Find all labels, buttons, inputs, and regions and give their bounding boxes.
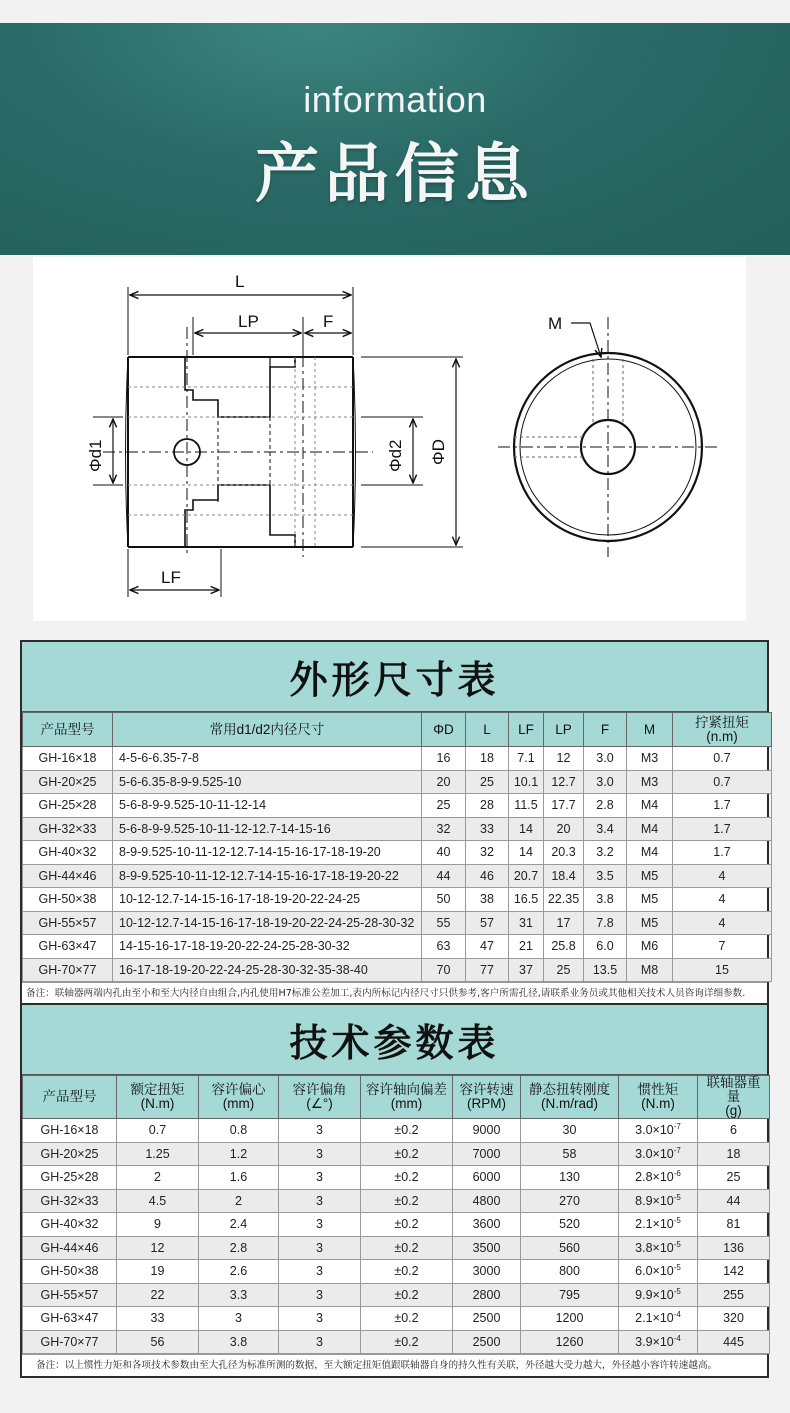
table-row — [23, 1307, 770, 1331]
table-cell — [619, 1142, 698, 1166]
inertia-mantissa: 3.9×10 — [635, 1334, 674, 1349]
table-cell: 16 — [422, 747, 466, 771]
table-cell: 3 — [279, 1213, 361, 1237]
column-header — [23, 713, 113, 747]
table-cell: 4800 — [453, 1189, 521, 1213]
column-header — [627, 713, 673, 747]
table-cell: GH-25×28 — [23, 794, 113, 818]
inertia-mantissa: 2.1×10 — [635, 1311, 674, 1326]
column-header-line: 额定扭矩 — [130, 1082, 185, 1097]
column-header-line: 惯性矩 — [637, 1082, 679, 1097]
column-header-line: 容许转速 — [459, 1082, 514, 1097]
table-cell — [619, 1189, 698, 1213]
column-header — [23, 1076, 117, 1119]
column-header — [673, 713, 772, 747]
table-cell: 2500 — [453, 1307, 521, 1331]
table-cell: 12.7 — [544, 770, 584, 794]
table-cell: 445 — [698, 1330, 770, 1354]
column-header-line: (g) — [725, 1103, 742, 1118]
table-cell: 5-6-8-9-9.525-10-11-12-12.7-14-15-16 — [113, 817, 422, 841]
table-cell — [619, 1283, 698, 1307]
inertia-exponent: -7 — [673, 1122, 681, 1132]
table-cell: 1200 — [521, 1307, 619, 1331]
table-cell: 3.2 — [584, 841, 627, 865]
column-header-line: (N.m) — [641, 1096, 675, 1111]
dimensions-table — [20, 640, 769, 1006]
dim-label-F: F — [323, 312, 334, 331]
table-cell: ±0.2 — [361, 1236, 453, 1260]
table-cell: 17.7 — [544, 794, 584, 818]
column-header-line: (mm) — [222, 1096, 255, 1111]
table-cell: 130 — [521, 1166, 619, 1190]
table-cell: M4 — [627, 841, 673, 865]
inertia-exponent: -4 — [673, 1310, 681, 1320]
table-cell: 10-12-12.7-14-15-16-17-18-19-20-22-24-25-28-30-32 — [113, 911, 422, 935]
table-cell: 7000 — [453, 1142, 521, 1166]
column-header-line: F — [600, 721, 610, 737]
inertia-mantissa: 8.9×10 — [635, 1193, 674, 1208]
table-cell: 77 — [466, 958, 509, 982]
table-cell: 3 — [279, 1236, 361, 1260]
table-cell: 3600 — [453, 1213, 521, 1237]
table-cell: 3.8 — [584, 888, 627, 912]
inertia-mantissa: 3.0×10 — [635, 1146, 674, 1161]
column-header-line: L — [483, 721, 491, 737]
column-header-line: 产品型号 — [40, 721, 95, 737]
table-cell: 25 — [422, 794, 466, 818]
table-cell: GH-44×46 — [23, 864, 113, 888]
table-cell: 7.1 — [509, 747, 544, 771]
table-cell: 5-6-6.35-8-9-9.525-10 — [113, 770, 422, 794]
column-header — [199, 1076, 279, 1119]
table-cell — [619, 1119, 698, 1143]
table-row — [23, 770, 772, 794]
table-cell: 10.1 — [509, 770, 544, 794]
table-cell: 6 — [698, 1119, 770, 1143]
inertia-mantissa: 6.0×10 — [635, 1264, 674, 1279]
table-cell: 33 — [466, 817, 509, 841]
table-cell: 9 — [117, 1213, 199, 1237]
inertia-exponent: -5 — [673, 1216, 681, 1226]
column-header-line: 产品型号 — [42, 1089, 97, 1104]
inertia-exponent: -7 — [673, 1145, 681, 1155]
table-cell: 25 — [544, 958, 584, 982]
table-cell: 70 — [422, 958, 466, 982]
table-cell: GH-50×38 — [23, 1260, 117, 1284]
table-cell: 142 — [698, 1260, 770, 1284]
inertia-exponent: -5 — [673, 1263, 681, 1273]
table-cell: 3.5 — [584, 864, 627, 888]
table-cell: 560 — [521, 1236, 619, 1260]
dim-label-LP: LP — [238, 312, 259, 331]
column-header — [509, 713, 544, 747]
table-row — [23, 1283, 770, 1307]
table-row — [23, 864, 772, 888]
column-header-line: 容许偏角 — [292, 1082, 347, 1097]
table-cell: ±0.2 — [361, 1283, 453, 1307]
table-row — [23, 1142, 770, 1166]
table-cell: 44 — [422, 864, 466, 888]
table-cell: GH-16×18 — [23, 1119, 117, 1143]
table-cell: 47 — [466, 935, 509, 959]
tech-note: 备注：以上惯性力矩和各项技术参数由至大孔径为标准所测的数据，至大额定扭矩值跟联轴器自身的持久性有关联，外径越大受力越大，外径越小容许转速越高。 — [22, 1354, 767, 1376]
table-row — [23, 1119, 770, 1143]
table-cell: 1.7 — [673, 841, 772, 865]
column-header-line: 拧紧扭矩 — [695, 714, 749, 730]
table-cell: 5-6-8-9-9.525-10-11-12-14 — [113, 794, 422, 818]
table-cell: 8-9-9.525-10-11-12-12.7-14-15-16-17-18-19-20 — [113, 841, 422, 865]
table-cell: 2.6 — [199, 1260, 279, 1284]
column-header-line: (mm) — [390, 1096, 423, 1111]
column-header-line: 联轴器重量 — [706, 1075, 761, 1104]
table-cell: 0.7 — [673, 770, 772, 794]
table-cell: GH-70×77 — [23, 1330, 117, 1354]
table-cell: 2 — [199, 1189, 279, 1213]
table-cell: 12 — [544, 747, 584, 771]
table-cell: 4 — [673, 864, 772, 888]
table-cell: GH-25×28 — [23, 1166, 117, 1190]
table-row — [23, 1166, 770, 1190]
table-row — [23, 747, 772, 771]
column-header — [466, 713, 509, 747]
table-row — [23, 1330, 770, 1354]
table-cell: 55 — [422, 911, 466, 935]
column-header-line: LF — [518, 721, 534, 737]
table-row — [23, 1260, 770, 1284]
table-cell: GH-63×47 — [23, 935, 113, 959]
table-cell: 3000 — [453, 1260, 521, 1284]
table-cell: M4 — [627, 794, 673, 818]
column-header-line: (N.m/rad) — [541, 1096, 598, 1111]
inertia-mantissa: 2.1×10 — [635, 1217, 674, 1232]
table-cell: 25 — [698, 1166, 770, 1190]
table-cell: 22 — [117, 1283, 199, 1307]
column-header — [113, 713, 422, 747]
table-cell: 12 — [117, 1236, 199, 1260]
table-cell: 795 — [521, 1283, 619, 1307]
table-cell: 3 — [279, 1307, 361, 1331]
table-row — [23, 1213, 770, 1237]
table-cell: 7 — [673, 935, 772, 959]
table-cell: ±0.2 — [361, 1260, 453, 1284]
table-cell: 14-15-16-17-18-19-20-22-24-25-28-30-32 — [113, 935, 422, 959]
table-cell: GH-70×77 — [23, 958, 113, 982]
table-cell: GH-44×46 — [23, 1236, 117, 1260]
technical-drawing — [33, 257, 746, 621]
table-cell: GH-20×25 — [23, 1142, 117, 1166]
column-header — [453, 1076, 521, 1119]
table-cell: M3 — [627, 770, 673, 794]
table-cell: M5 — [627, 911, 673, 935]
table-cell: 0.7 — [117, 1119, 199, 1143]
table-cell: GH-63×47 — [23, 1307, 117, 1331]
column-header — [584, 713, 627, 747]
column-header-line: 容许偏心 — [211, 1082, 266, 1097]
column-header-line: ΦD — [433, 721, 454, 737]
table-cell: 17 — [544, 911, 584, 935]
tech-table-title: 技术参数表 — [22, 1005, 767, 1075]
dim-label-d2: Φd2 — [386, 439, 405, 472]
table-cell: GH-55×57 — [23, 1283, 117, 1307]
table-cell: 2.8 — [584, 794, 627, 818]
dim-label-d1: Φd1 — [86, 439, 105, 472]
table-cell: 14 — [509, 817, 544, 841]
table-cell: 9000 — [453, 1119, 521, 1143]
table-cell: 18 — [466, 747, 509, 771]
table-row — [23, 794, 772, 818]
table-cell: M8 — [627, 958, 673, 982]
column-header — [619, 1076, 698, 1119]
table-cell: 13.5 — [584, 958, 627, 982]
table-cell: 3 — [199, 1307, 279, 1331]
table-row — [23, 841, 772, 865]
table-cell: ±0.2 — [361, 1189, 453, 1213]
table-cell: 28 — [466, 794, 509, 818]
table-cell: 1.2 — [199, 1142, 279, 1166]
table-cell: 8-9-9.525-10-11-12-12.7-14-15-16-17-18-19-20-22 — [113, 864, 422, 888]
dimensions-grid — [22, 712, 772, 982]
column-header-line: LP — [555, 721, 572, 737]
table-cell: 7.8 — [584, 911, 627, 935]
inertia-exponent: -5 — [673, 1286, 681, 1296]
table-row — [23, 935, 772, 959]
table-cell: M5 — [627, 888, 673, 912]
table-cell: 3 — [279, 1283, 361, 1307]
column-header-line: M — [643, 721, 656, 737]
dim-label-M: M — [548, 314, 563, 333]
table-cell: 4.5 — [117, 1189, 199, 1213]
table-cell: 0.7 — [673, 747, 772, 771]
table-cell: 800 — [521, 1260, 619, 1284]
table-cell: 520 — [521, 1213, 619, 1237]
hero-banner — [0, 23, 790, 255]
table-cell: M4 — [627, 817, 673, 841]
table-cell: 3 — [279, 1330, 361, 1354]
column-header — [698, 1076, 770, 1119]
table-cell: 6.0 — [584, 935, 627, 959]
inertia-exponent: -6 — [673, 1169, 681, 1179]
table-cell: 1.25 — [117, 1142, 199, 1166]
table-cell: 136 — [698, 1236, 770, 1260]
table-cell: 18.4 — [544, 864, 584, 888]
table-cell — [619, 1166, 698, 1190]
tech-table — [20, 1003, 769, 1378]
table-cell: 50 — [422, 888, 466, 912]
table-cell: 10-12-12.7-14-15-16-17-18-19-20-22-24-25 — [113, 888, 422, 912]
table-cell: 32 — [466, 841, 509, 865]
table-cell: 20.3 — [544, 841, 584, 865]
column-header — [521, 1076, 619, 1119]
inertia-exponent: -5 — [673, 1239, 681, 1249]
table-cell: 20 — [544, 817, 584, 841]
table-row — [23, 888, 772, 912]
inertia-exponent: -4 — [673, 1333, 681, 1343]
table-cell: 3 — [279, 1142, 361, 1166]
table-cell: 56 — [117, 1330, 199, 1354]
table-cell: ±0.2 — [361, 1330, 453, 1354]
column-header-line: 容许轴向偏差 — [366, 1082, 447, 1097]
table-cell: 3.0 — [584, 747, 627, 771]
table-cell: 3.4 — [584, 817, 627, 841]
table-cell: GH-40×32 — [23, 841, 113, 865]
column-header-line: 静态扭转刚度 — [529, 1082, 610, 1097]
table-cell: ±0.2 — [361, 1307, 453, 1331]
table-cell: 46 — [466, 864, 509, 888]
table-cell: ±0.2 — [361, 1119, 453, 1143]
table-cell: 3.0 — [584, 770, 627, 794]
table-cell: 63 — [422, 935, 466, 959]
table-row — [23, 817, 772, 841]
table-cell: 2.4 — [199, 1213, 279, 1237]
table-cell: 255 — [698, 1283, 770, 1307]
table-cell — [619, 1260, 698, 1284]
table-cell: GH-20×25 — [23, 770, 113, 794]
table-cell: 40 — [422, 841, 466, 865]
table-cell: 14 — [509, 841, 544, 865]
dim-label-D: ΦD — [429, 439, 448, 465]
table-cell: 21 — [509, 935, 544, 959]
table-cell: 4 — [673, 911, 772, 935]
inertia-mantissa: 3.8×10 — [635, 1240, 674, 1255]
table-cell: 1.7 — [673, 817, 772, 841]
inertia-mantissa: 2.8×10 — [635, 1170, 674, 1185]
column-header-line: 常用d1/d2内径尺寸 — [209, 721, 325, 737]
table-cell: 1.7 — [673, 794, 772, 818]
dim-label-L: L — [235, 272, 245, 291]
tech-grid — [22, 1075, 770, 1354]
column-header — [279, 1076, 361, 1119]
table-cell: 19 — [117, 1260, 199, 1284]
table-cell: GH-32×33 — [23, 1189, 117, 1213]
table-cell: 81 — [698, 1213, 770, 1237]
table-cell — [619, 1330, 698, 1354]
table-row — [23, 911, 772, 935]
column-header-line: (∠°) — [306, 1096, 333, 1111]
inertia-mantissa: 3.0×10 — [635, 1123, 674, 1138]
table-cell: 33 — [117, 1307, 199, 1331]
table-cell: 3.8 — [199, 1330, 279, 1354]
table-cell: 16-17-18-19-20-22-24-25-28-30-32-35-38-40 — [113, 958, 422, 982]
table-cell: 3.3 — [199, 1283, 279, 1307]
table-cell: 57 — [466, 911, 509, 935]
table-cell: 2500 — [453, 1330, 521, 1354]
table-cell: 25.8 — [544, 935, 584, 959]
column-header — [117, 1076, 199, 1119]
table-cell: 1.6 — [199, 1166, 279, 1190]
column-header — [422, 713, 466, 747]
table-cell: ±0.2 — [361, 1166, 453, 1190]
table-cell: 18 — [698, 1142, 770, 1166]
table-cell: 20 — [422, 770, 466, 794]
dimensions-note: 备注：联轴器两端内孔由至小和至大内径自由组合,内孔使用H7标准公差加工,表内所标记内径尺寸只供参考,客户所需孔径,请联系业务员或其他相关技术人员咨询详细参数. — [22, 982, 767, 1004]
column-header-line: (N.m) — [140, 1096, 175, 1111]
inertia-exponent: -5 — [673, 1192, 681, 1202]
dimensions-table-title: 外形尺寸表 — [22, 642, 767, 712]
table-cell: 4 — [673, 888, 772, 912]
column-header-line: (RPM) — [467, 1096, 506, 1111]
table-cell — [619, 1307, 698, 1331]
hero-subtitle: information — [303, 79, 487, 120]
column-header-line: (n.m) — [706, 728, 738, 744]
table-cell: 3 — [279, 1166, 361, 1190]
column-header — [544, 713, 584, 747]
table-cell: 270 — [521, 1189, 619, 1213]
table-cell: 20.7 — [509, 864, 544, 888]
table-row — [23, 1236, 770, 1260]
table-cell: 320 — [698, 1307, 770, 1331]
table-cell: 11.5 — [509, 794, 544, 818]
table-cell: 3 — [279, 1189, 361, 1213]
table-cell: 0.8 — [199, 1119, 279, 1143]
table-cell: GH-16×18 — [23, 747, 113, 771]
table-row — [23, 1189, 770, 1213]
table-cell: GH-50×38 — [23, 888, 113, 912]
table-cell — [619, 1236, 698, 1260]
table-cell: 2800 — [453, 1283, 521, 1307]
table-cell: 25 — [466, 770, 509, 794]
table-cell: M3 — [627, 747, 673, 771]
table-cell: 3 — [279, 1119, 361, 1143]
table-cell: M6 — [627, 935, 673, 959]
column-header — [361, 1076, 453, 1119]
table-cell: GH-55×57 — [23, 911, 113, 935]
table-cell: 2.8 — [199, 1236, 279, 1260]
table-cell: 37 — [509, 958, 544, 982]
table-cell: 30 — [521, 1119, 619, 1143]
hero-title: 产品信息 — [255, 138, 535, 212]
table-cell: 1260 — [521, 1330, 619, 1354]
table-cell: ±0.2 — [361, 1213, 453, 1237]
table-row — [23, 958, 772, 982]
table-cell — [619, 1213, 698, 1237]
table-cell: 4-5-6-6.35-7-8 — [113, 747, 422, 771]
table-cell: 44 — [698, 1189, 770, 1213]
table-cell: 22.35 — [544, 888, 584, 912]
table-cell: 32 — [422, 817, 466, 841]
table-cell: 6000 — [453, 1166, 521, 1190]
table-cell: M5 — [627, 864, 673, 888]
table-cell: ±0.2 — [361, 1142, 453, 1166]
table-cell: 15 — [673, 958, 772, 982]
table-cell: 3500 — [453, 1236, 521, 1260]
inertia-mantissa: 9.9×10 — [635, 1287, 674, 1302]
table-cell: 16.5 — [509, 888, 544, 912]
table-cell: 31 — [509, 911, 544, 935]
table-cell: 2 — [117, 1166, 199, 1190]
table-cell: GH-32×33 — [23, 817, 113, 841]
dim-label-LF: LF — [161, 568, 181, 587]
table-cell: GH-40×32 — [23, 1213, 117, 1237]
table-cell: 38 — [466, 888, 509, 912]
table-cell: 3 — [279, 1260, 361, 1284]
table-cell: 58 — [521, 1142, 619, 1166]
